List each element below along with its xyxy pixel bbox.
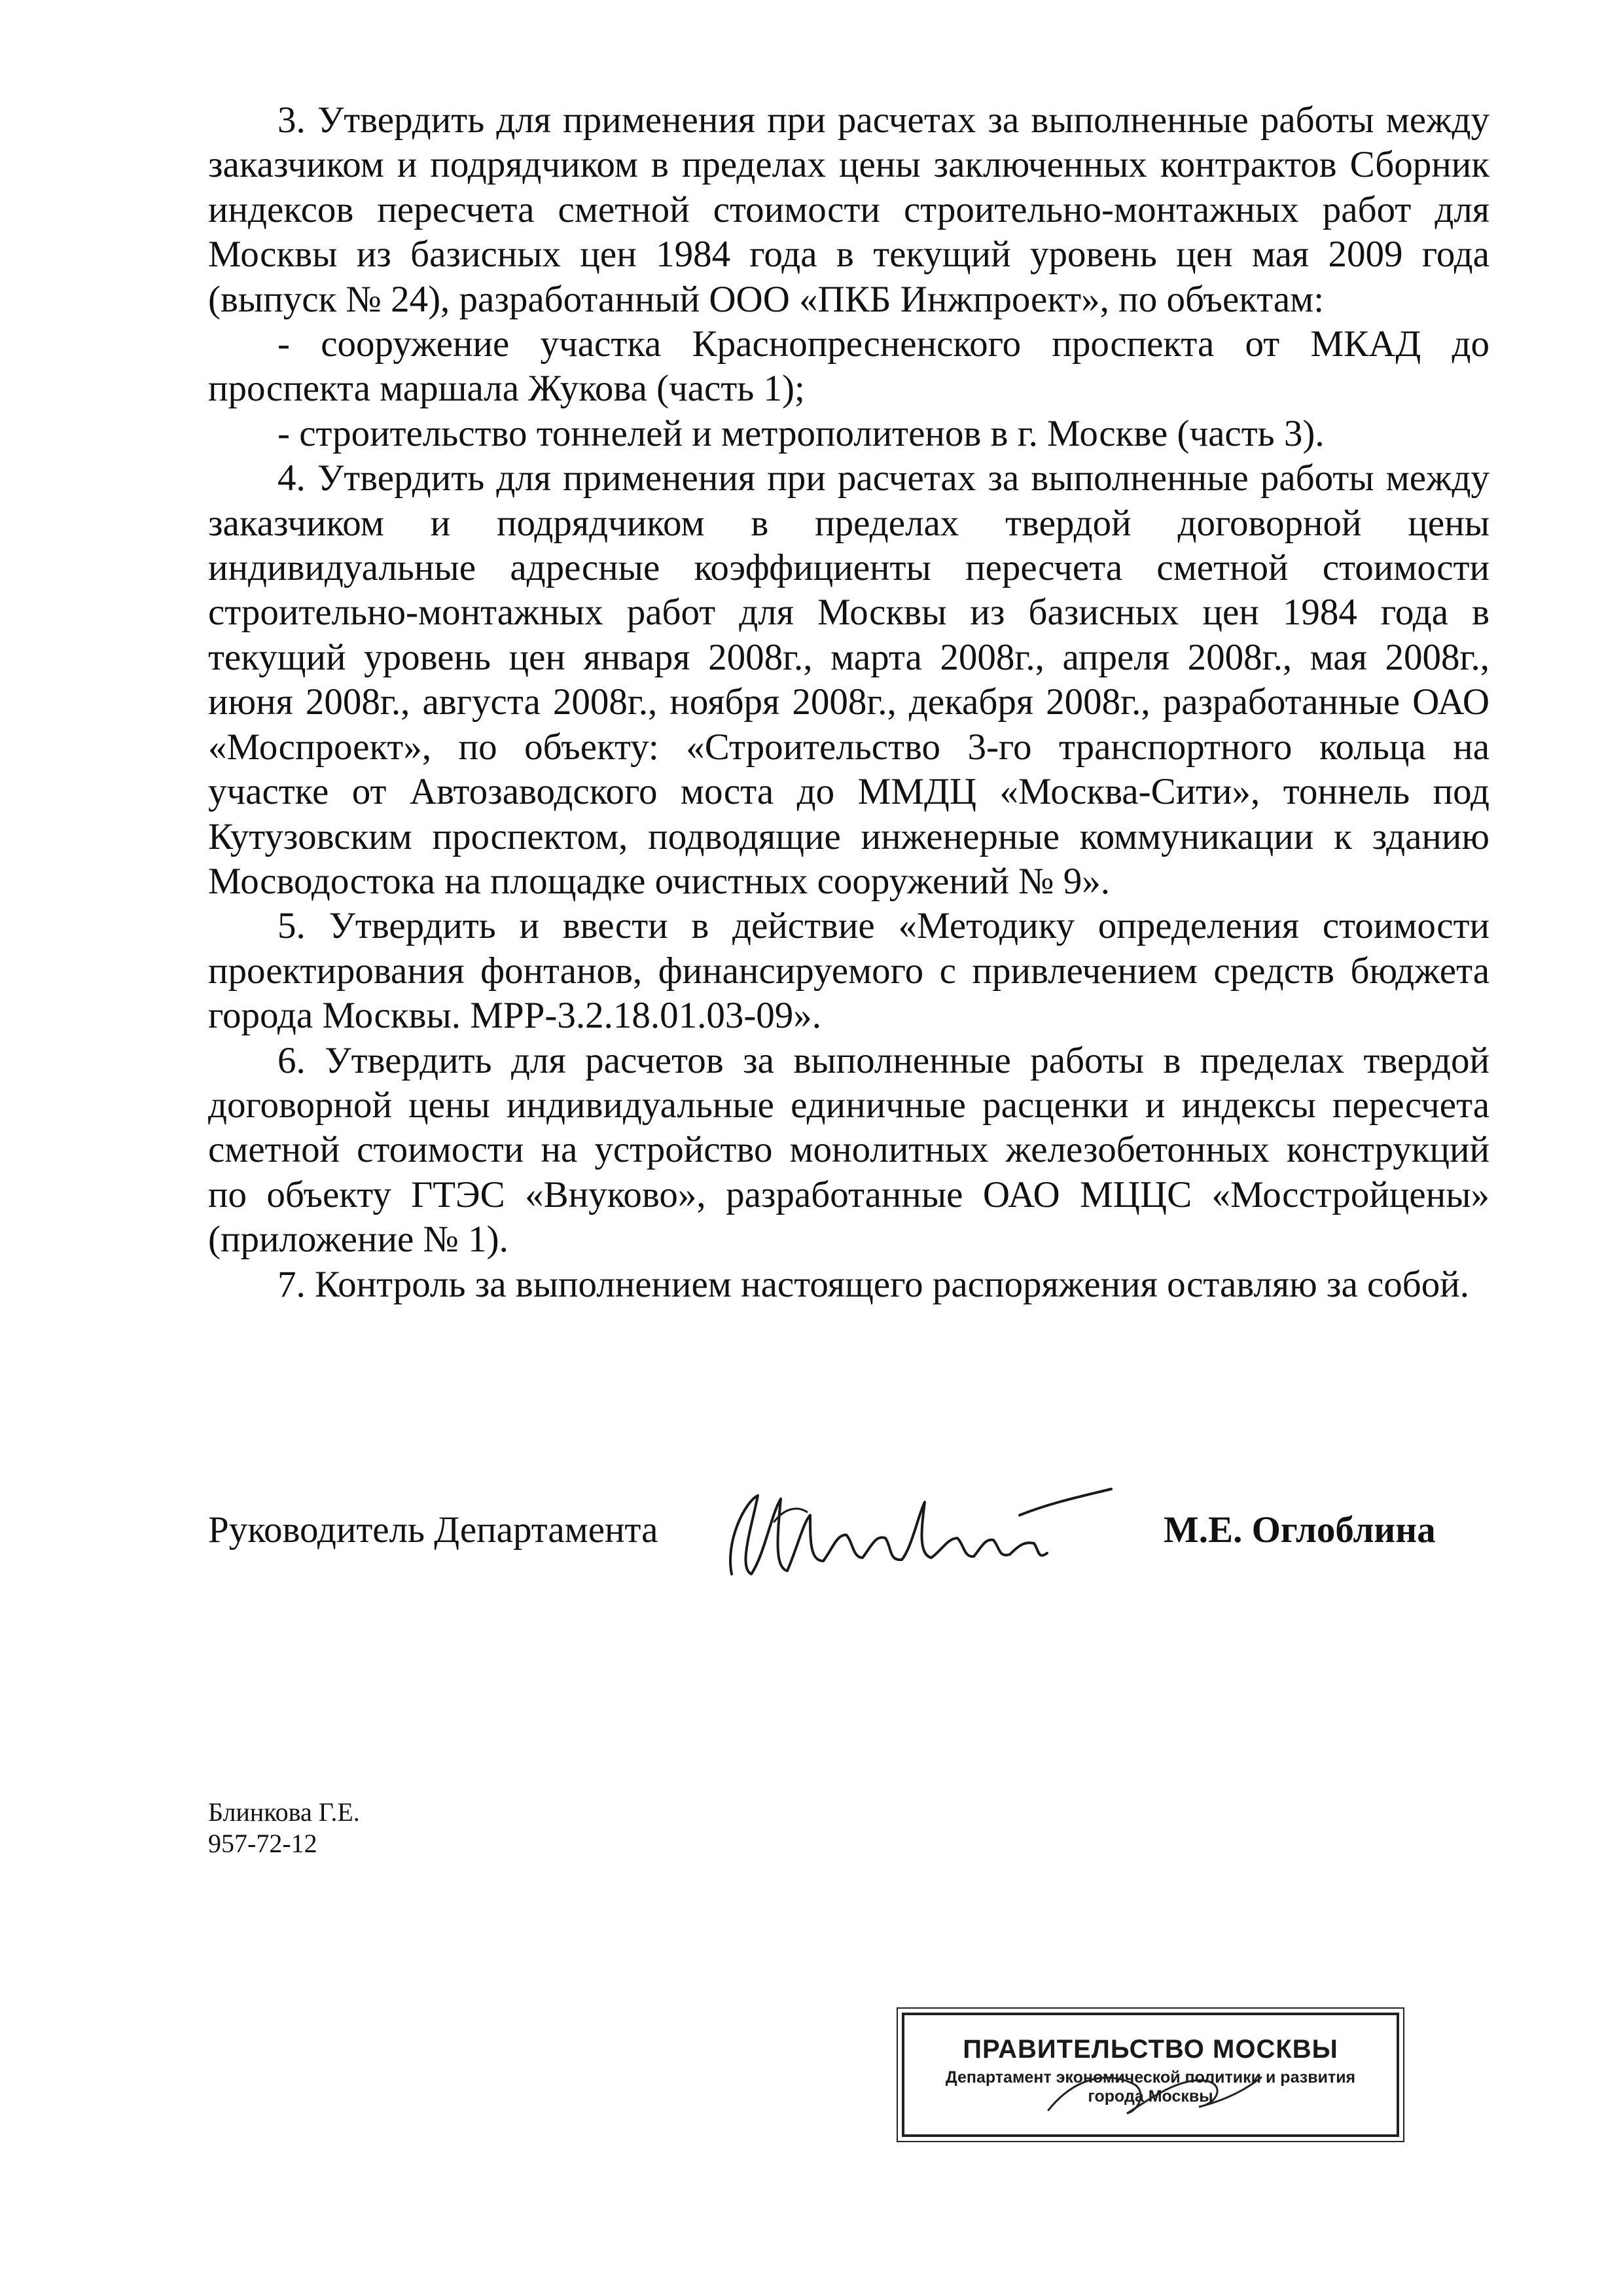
official-stamp: [902, 2013, 1399, 2137]
stamp-handwritten-mark: [1035, 2051, 1271, 2130]
signatory-name: М.Е. Оглоблина: [1164, 1509, 1436, 1551]
list-item-object-2: - строительство тоннелей и метрополитенов в г. Москве (часть 3).: [277, 412, 1325, 454]
handwritten-signature: [712, 1476, 1118, 1587]
executor-phone: 957-72-12: [208, 1829, 317, 1858]
stamp-city: города Москвы: [1088, 2087, 1213, 2106]
stamp-org: ПРАВИТЕЛЬСТВО МОСКВЫ: [963, 2035, 1338, 2064]
document-body: [208, 98, 1489, 1307]
paragraph-item-6: 6. Утвердить для расчетов за выполненные работы в пределах твердой договорной цены индивидуальные единичные расценки и индексы пересчета сметной стоимости на устройство монолитных железобетонных конструкций по объекту ГТЭС «Внуково», разработанные ОАО МЦЦС «Мосстройцены» (приложение № 1).: [208, 1039, 1489, 1261]
signature-block: [208, 1476, 1489, 1587]
paragraph-item-7: 7. Контроль за выполнением настоящего распоряжения оставляю за собой.: [277, 1263, 1470, 1305]
executor-info: [208, 1797, 360, 1859]
stamp-department: Департамент экономической политики и развития: [945, 2068, 1356, 2087]
paragraph-item-5: 5. Утвердить и ввести в действие «Методику определения стоимости проектирования фонтанов, финансируемого с привлечением средств бюджета города Москвы. МРР-3.2.18.01.03-09».: [208, 905, 1489, 1037]
paragraph-item-3: 3. Утвердить для применения при расчетах за выполненные работы между заказчиком и подрядчиком в пределах цены заключенных контрактов Сборник индексов пересчета сметной стоимости строительно-монтажных работ для Москвы из базисных цен 1984 года в текущий уровень цен мая 2009 года (выпуск № 24), разработанный ООО «ПКБ Инжпроект», по объектам:: [208, 99, 1489, 320]
paragraph-item-4: 4. Утвердить для применения при расчетах за выполненные работы между заказчиком и подрядчиком в пределах твердой договорной цены индивидуальные адресные коэффициенты пересчета сметной стоимости строительно-монтажных работ для Москвы из базисных цен 1984 года в текущий уровень цен января 2008г., марта 2008г., апреля 2008г., мая 2008г., июня 2008г., августа 2008г., ноября 2008г., декабря 2008г., разработанные ОАО «Моспроект», по объекту: «Строительство 3-го транспортного кольца на участке от Автозаводского моста до ММДЦ «Москва-Сити», тоннель под Кутузовским проспектом, подводящие инженерные коммуникации к зданию Мосводостока на площадке очистных сооружений № 9».: [208, 457, 1489, 902]
list-item-object-1: - сооружение участка Краснопресненского проспекта от МКАД до проспекта маршала Жукова (часть 1);: [208, 323, 1489, 410]
signatory-title: Руководитель Департамента: [208, 1509, 658, 1551]
executor-name: Блинкова Г.Е.: [208, 1797, 360, 1827]
